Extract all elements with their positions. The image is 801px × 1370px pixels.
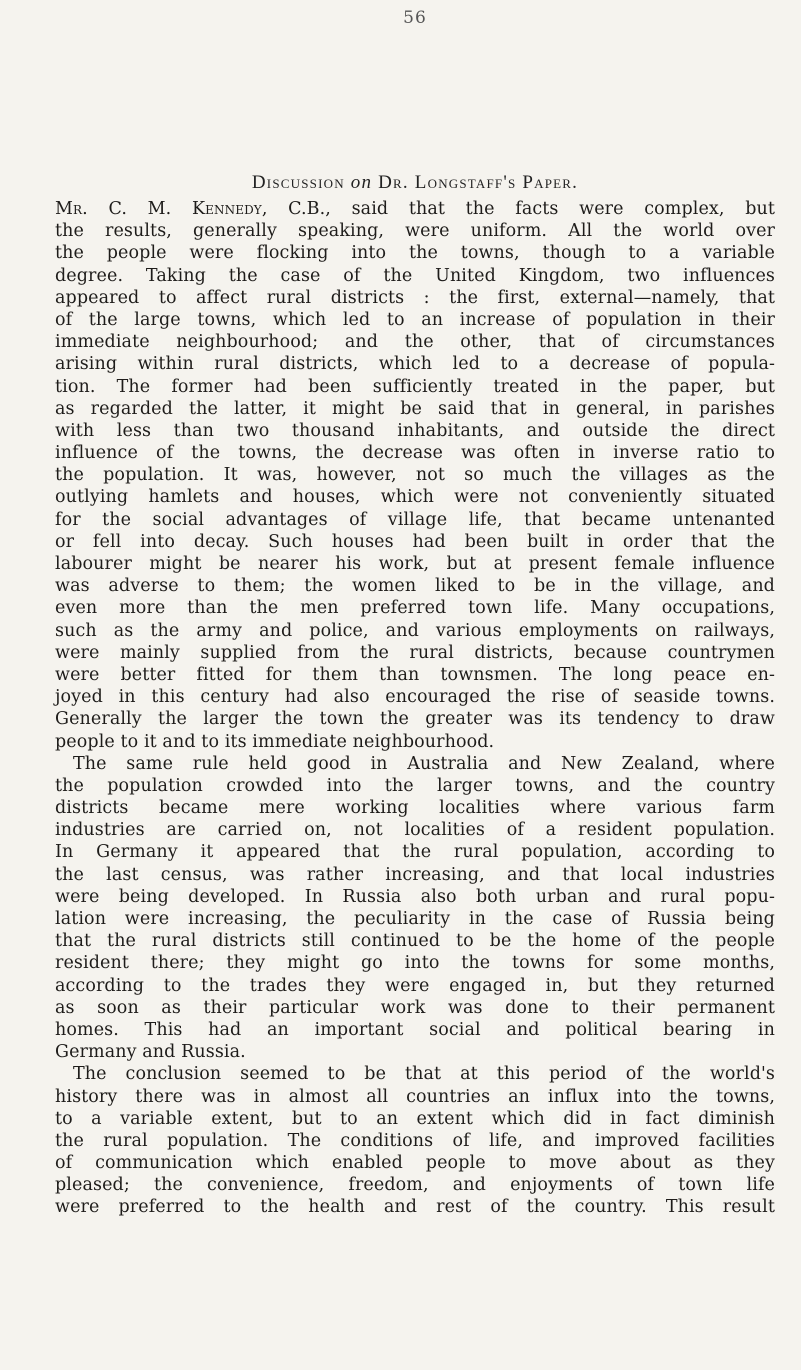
text-line: such as the army and police, and various employments on railways, — [55, 620, 775, 641]
heading-on: on — [350, 172, 373, 193]
text-line: districts became mere working localities where various farm — [55, 798, 775, 819]
text-line: according to the trades they were engaged in, but they returned — [55, 975, 775, 996]
page-number: 56 — [403, 8, 427, 28]
text-line: In Germany it appeared that the rural population, according to — [55, 842, 775, 863]
text-line: history there was in almost all countries an influx into the towns, — [55, 1086, 775, 1107]
text-line: with less than two thousand inhabitants, and outside the direct — [55, 420, 775, 441]
text-line: Generally the larger the town the greater was its tendency to draw — [55, 709, 775, 730]
text-line: the last census, was rather increasing, and that local industries — [55, 864, 775, 885]
section-heading — [55, 172, 775, 194]
text-line: appeared to affect rural districts : the first, external—namely, that — [55, 287, 775, 308]
text-line: the population. It was, however, not so much the villages as the — [55, 465, 775, 486]
speaker-title: Mr. C. M. — [55, 199, 172, 219]
text-line: that the rural districts still continued to be the home of the people — [55, 931, 775, 952]
text-line: labourer might be nearer his work, but at present female influence — [55, 554, 775, 574]
text-line: people to it and to its immediate neighbourhood. — [55, 731, 495, 752]
text-line: or fell into decay. Such houses had been built in order that the — [55, 531, 775, 552]
discussion-text — [55, 198, 775, 1219]
text-line-opening — [55, 198, 775, 220]
text-line: was adverse to them; the women liked to be in the village, and — [55, 576, 775, 597]
text-line: even more than the men preferred town life. Many occupations, — [55, 598, 775, 619]
text-line: the people were flocking into the towns, though to a variable — [55, 243, 775, 264]
text-line: as soon as their particular work was done to their permanent — [55, 997, 775, 1018]
text-line: homes. This had an important social and political bearing in — [55, 1019, 775, 1040]
text-line: the population crowded into the larger towns, and the country — [55, 775, 775, 796]
text-line: industries are carried on, not localities of a resident population. — [55, 820, 775, 841]
text-line: joyed in this century had also encouraged the rise of seaside towns. — [55, 687, 775, 708]
heading-suffix: Dr. Longstaff's Paper. — [378, 172, 579, 193]
text-line: were better fitted for them than townsmen. The long peace en- — [55, 664, 775, 685]
text-line: were preferred to the health and rest of the country. This result — [55, 1197, 775, 1218]
text-line: degree. Taking the case of the United Kingdom, two influences — [55, 265, 775, 286]
text-line: the results, generally speaking, were uniform. All the world over — [55, 221, 775, 242]
text-line: to a variable extent, but to an extent which did in fact diminish — [55, 1108, 775, 1129]
text-line: for the social advantages of village life, that became untenanted — [55, 509, 775, 530]
text-line: as regarded the latter, it might be said that in general, in parishes — [55, 398, 775, 419]
text-line: The conclusion seemed to be that at this period of the world's — [73, 1064, 775, 1085]
text-line: arising within rural districts, which led to a decrease of popula- — [55, 354, 775, 375]
text-line: influence of the towns, the decrease was often in inverse ratio to — [55, 443, 775, 464]
text-line: of communication which enabled people to move about as they — [55, 1153, 775, 1174]
text-line: the rural population. The conditions of life, and improved facilities — [55, 1130, 775, 1151]
text-line: The same rule held good in Australia and New Zealand, where — [73, 753, 775, 774]
speaker-post: , C.B., said that the facts were complex, but — [261, 199, 776, 219]
text-line: pleased; the convenience, freedom, and enjoyments of town life — [55, 1175, 775, 1196]
text-line: immediate neighbourhood; and the other, that of circumstances — [55, 332, 775, 353]
text-line: Germany and Russia. — [55, 1042, 246, 1063]
heading-prefix: Discussion — [251, 172, 345, 193]
text-line: of the large towns, which led to an increase of population in their — [55, 309, 775, 330]
text-line: were being developed. In Russia also both urban and rural popu- — [55, 886, 775, 907]
speaker-name: Kennedy — [191, 199, 262, 219]
text-line: outlying hamlets and houses, which were not conveniently situated — [55, 487, 775, 508]
text-line: were mainly supplied from the rural districts, because countrymen — [55, 642, 775, 663]
text-line: resident there; they might go into the towns for some months, — [55, 953, 775, 974]
book-page — [55, 0, 775, 1370]
text-line: tion. The former had been sufficiently treated in the paper, but — [55, 376, 775, 397]
text-line: lation were increasing, the peculiarity in the case of Russia being — [55, 909, 775, 929]
